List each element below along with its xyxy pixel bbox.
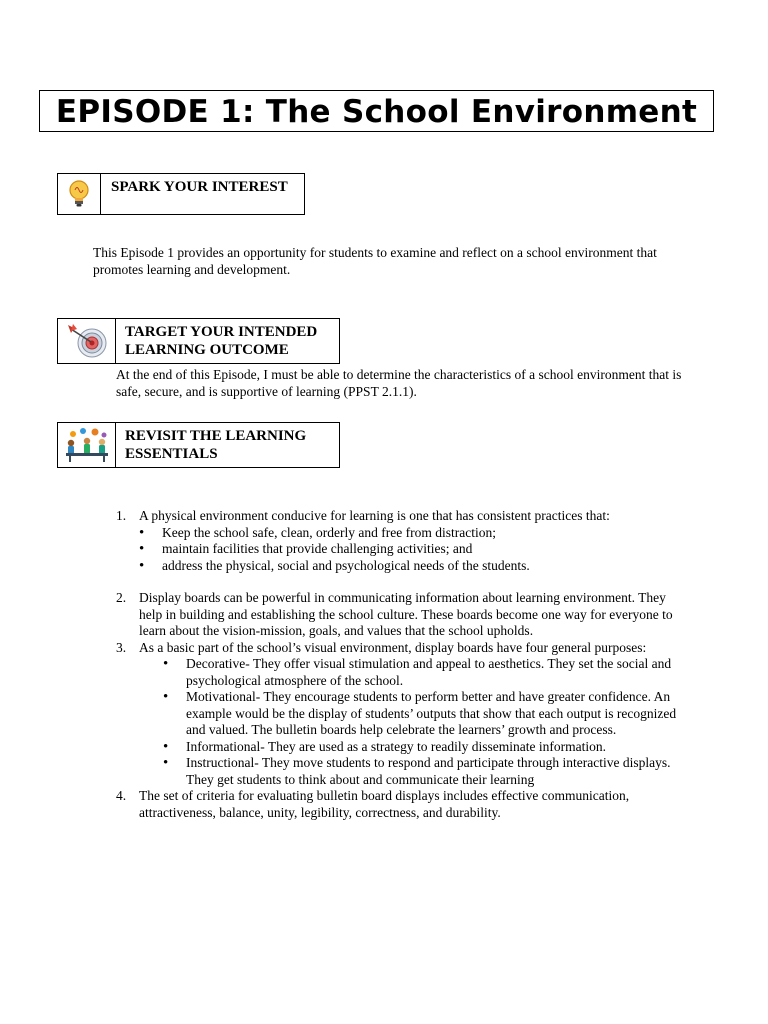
bullet-item: • Motivational- They encourage students to perform better and have greater confidence. An example would be the display of students’ outputs that show that each output is recognized and valued. The bulletin boards help celebrate the learners’ growth and process. bbox=[163, 689, 686, 739]
bullet-item: • maintain facilities that provide challenging activities; and bbox=[139, 541, 686, 558]
list-item-text: The set of criteria for evaluating bulletin board displays includes effective communication, attractiveness, balance, unity, legibility, correctness, and durability. bbox=[139, 788, 630, 820]
list-number: 1. bbox=[116, 508, 127, 523]
bullet-item: • Informational- They are used as a strategy to readily disseminate information. bbox=[163, 739, 686, 756]
list-item-text: As a basic part of the school’s visual environment, display boards have four general purposes: bbox=[139, 639, 647, 655]
sub-list bbox=[163, 656, 686, 788]
bullet-item: • address the physical, social and psychological needs of the students. bbox=[139, 558, 686, 575]
bullet-item: • Instructional- They move students to respond and participate through interactive displays. They get students to think about and communicate their learning bbox=[163, 755, 686, 788]
dart-target-icon bbox=[58, 319, 116, 363]
episode-title-box bbox=[39, 90, 714, 132]
list-item bbox=[116, 590, 686, 640]
bullet-item: • Keep the school safe, clean, orderly and free from distraction; bbox=[139, 525, 686, 542]
students-classroom-icon bbox=[58, 423, 116, 467]
sub-list bbox=[139, 525, 686, 575]
list-number: 2. bbox=[116, 590, 127, 605]
bullet-item: • Decorative- They offer visual stimulation and appeal to aesthetics. They set the social and psychological atmosphere of the school. bbox=[163, 656, 686, 689]
section-spark-header bbox=[57, 173, 305, 215]
list-number: 4. bbox=[116, 788, 127, 803]
essentials-list bbox=[116, 508, 686, 821]
section-revisit-header bbox=[57, 422, 340, 468]
outcome-paragraph: At the end of this Episode, I must be able to determine the characteristics of a school environment that is safe, secure, and is supportive of learning (PPST 2.1.1). bbox=[116, 367, 682, 399]
section-target-label: TARGET YOUR INTENDED LEARNING OUTCOME bbox=[125, 324, 318, 358]
section-revisit-label: REVISIT THE LEARNING ESSENTIALS bbox=[125, 428, 307, 462]
list-item-text: Display boards can be powerful in communicating information about learning environment. They help in building and establishing the school culture. These boards become one way for everyone to learn about the vision-mission, goals, and values that the school upholds. bbox=[139, 590, 673, 638]
section-target-header bbox=[57, 318, 340, 364]
list-number: 3. bbox=[116, 639, 127, 655]
list-item bbox=[116, 640, 686, 789]
intro-paragraph: This Episode 1 provides an opportunity for students to examine and reflect on a school environment that promotes learning and development. bbox=[93, 245, 657, 277]
list-item-text: A physical environment conducive for learning is one that has consistent practices that: bbox=[139, 508, 610, 523]
list-item bbox=[116, 508, 686, 590]
page-title: EPISODE 1: The School Environment bbox=[55, 94, 698, 130]
section-spark-label: SPARK YOUR INTEREST bbox=[111, 179, 288, 195]
lightbulb-icon bbox=[58, 174, 101, 214]
list-item bbox=[116, 788, 686, 821]
